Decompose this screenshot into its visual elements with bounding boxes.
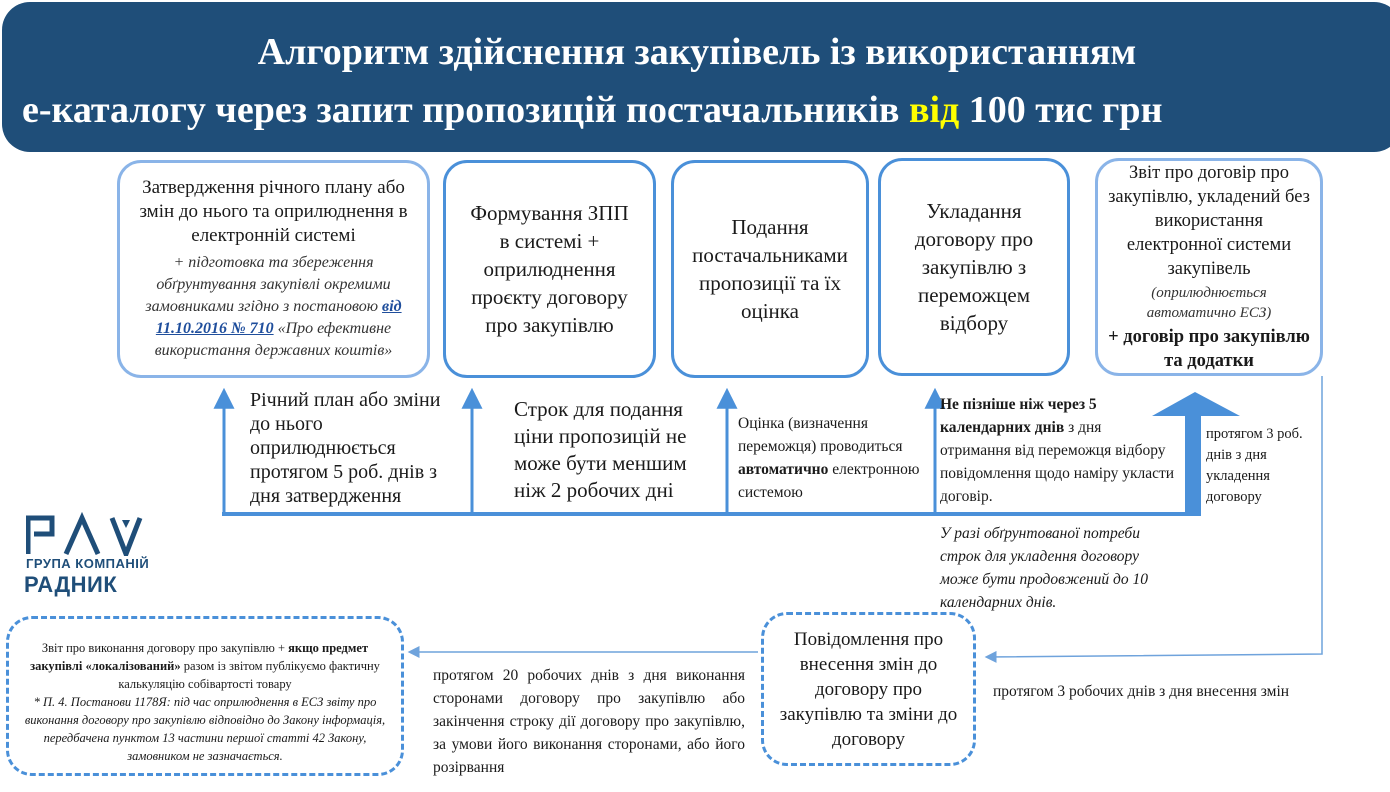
execution-report-text: Звіт про виконання договору про закупівлю + якщо предмет закупівлі «локалізований» разом із звітом публікуємо фактичну калькуляцію собівартості товару [30, 641, 380, 691]
timeline-submission: Строк для подання ціни пропозицій не може бути меншим ніж 2 робочих дні [514, 397, 687, 502]
title-highlight: від [908, 89, 960, 131]
step-box-zpp [443, 160, 656, 378]
timeline-evaluation: Оцінка (визначення переможця) проводиться автоматично електронною системою [738, 415, 920, 501]
resolution-link[interactable]: від 11.10.2016 № 710 [155, 298, 402, 337]
step-box-contract [878, 158, 1070, 376]
step-1-label: Затвердження річного плану або змін до нього та оприлюднення в електронній системі [139, 177, 408, 246]
timeline-execution: протягом 20 робочих днів з дня виконання сторонами договору про закупівлю або закінчення строку дії договору про закупівлю, за умови його виконання сторонами, або його розірвання [433, 667, 745, 776]
title-line-2: е-каталогу через запит пропозицій постачальників від 100 тис грн [22, 89, 1163, 131]
step-box-annual-plan [117, 160, 430, 378]
notice-box [761, 612, 976, 766]
timeline-plan: Річний план або зміни до нього оприлюднюється протягом 5 роб. днів з дня затвердження [250, 389, 441, 507]
step-box-submission [671, 160, 869, 378]
step-2-label: Формування ЗПП в системі + оприлюднення проєкту договору про закупівлю [470, 201, 629, 337]
step-5-label: Звіт про договір про закупівлю, укладений без використання електронної системи закупівель [1108, 163, 1310, 279]
logo-mark-icon [26, 512, 166, 556]
timeline-changes-notice: протягом 3 робочих днів з дня внесення змін [993, 683, 1290, 700]
company-logo [10, 510, 165, 605]
notice-box-label: Повідомлення про внесення змін до договору про закупівлю та зміни до договору [779, 628, 958, 750]
step-5-bold: + договір про закупівлю та додатки [1108, 327, 1310, 371]
timeline-extension: У разі обґрунтованої потреби строк для укладення договору може бути продовжений до 10 календарних днів. [940, 525, 1149, 611]
step-3-label: Подання постачальниками пропозиції та їх оцінка [692, 215, 848, 323]
step-5-note: (оприлюднюється автоматично ЕСЗ) [1146, 285, 1272, 321]
timeline-contract: Не пізніше ніж через 5 календарних днів з дня отримання від переможця відбору повідомлення щодо наміру укласти договір. [940, 396, 1175, 505]
step-1-note: + підготовка та збереження обґрунтування закупівлі окремими замовниками згідно з постановою від 11.10.2016 № 710 «Про ефективне використання державних коштів» [145, 254, 402, 359]
execution-report-box [6, 616, 404, 776]
step-4-label: Укладання договору про закупівлю з переможцем відбору [914, 199, 1034, 335]
logo-line-1: ГРУПА КОМПАНІЙ [26, 556, 150, 571]
title-line-1: Алгоритм здійснення закупівель із використанням [257, 31, 1137, 73]
logo-line-2: РАДНИК [24, 572, 118, 597]
step-box-contract-report [1095, 158, 1323, 376]
timeline-report: протягом 3 роб. днів з дня укладення договору [1206, 426, 1303, 505]
execution-report-footnote: * П. 4. Постанови 1178Я: під час оприлюднення в ЕСЗ звіту про виконання договору про закупівлю відповідно до Закону інформація, передбачена пунктом 13 частини першої статті 42 Закону, замовником не зазначається. [24, 695, 386, 763]
